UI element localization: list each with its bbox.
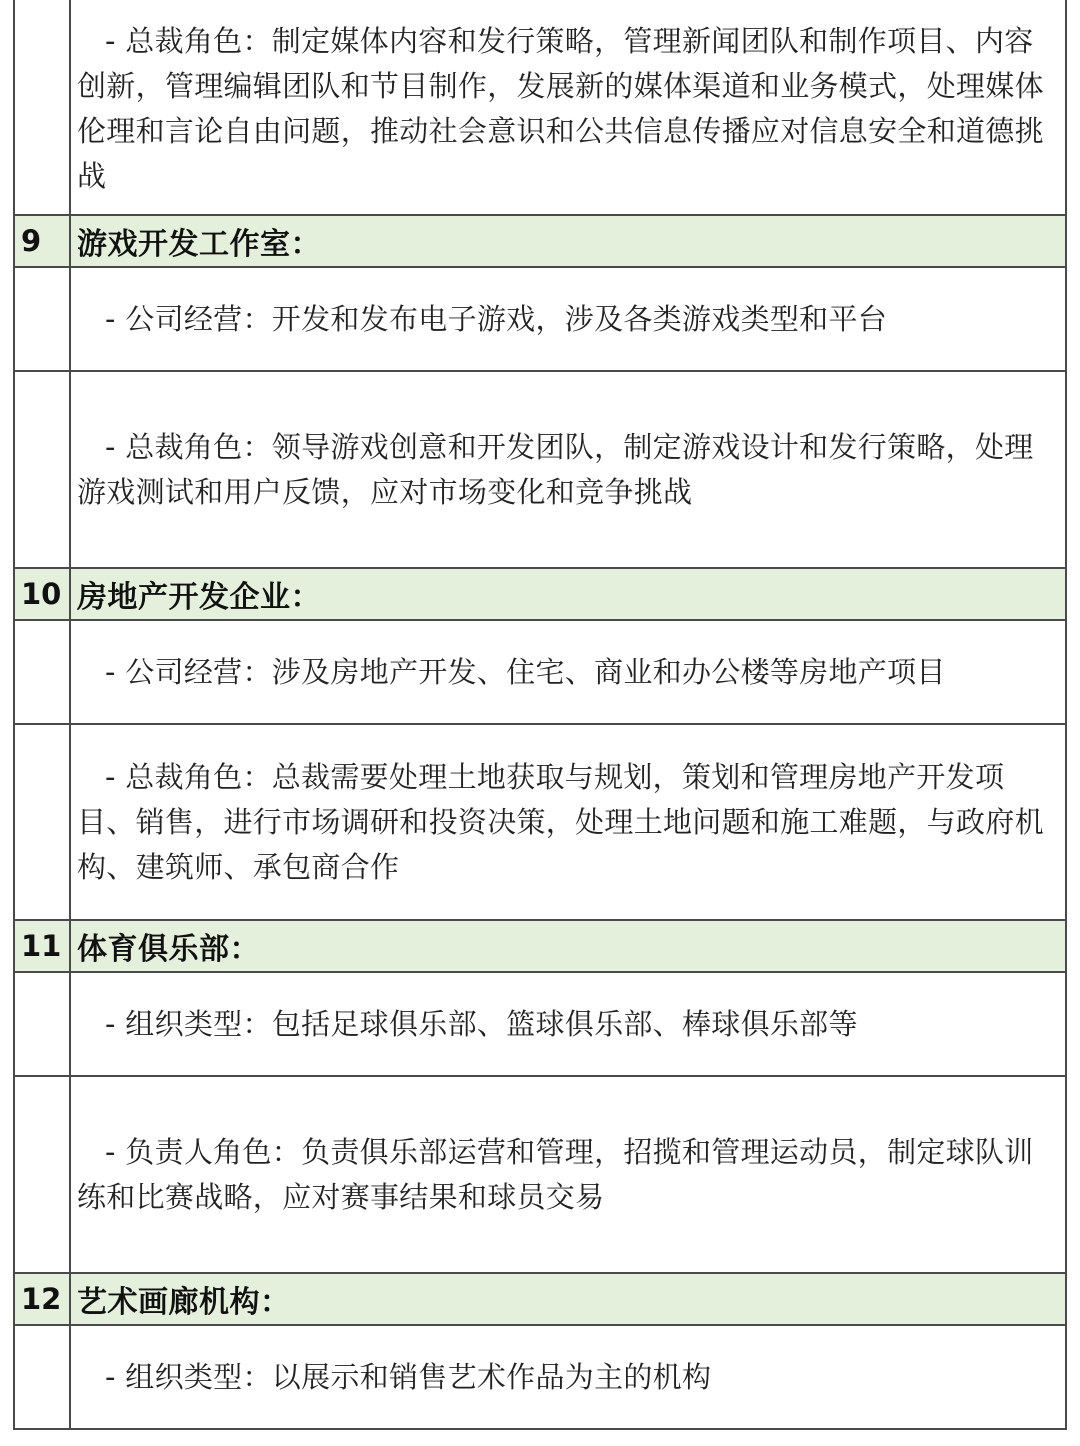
section-number: 11 xyxy=(14,920,70,972)
table-row xyxy=(14,371,1066,568)
row-description xyxy=(70,267,1066,371)
row-number xyxy=(14,972,70,1076)
section-heading-row xyxy=(14,920,1066,972)
row-number xyxy=(14,1076,70,1273)
content-table xyxy=(13,0,1067,1430)
table-row xyxy=(14,972,1066,1076)
section-heading-row xyxy=(14,568,1066,620)
row-description xyxy=(70,1325,1066,1429)
section-number: 12 xyxy=(14,1273,70,1325)
row-number xyxy=(14,724,70,920)
row-description-text: - 公司经营：开发和发布电子游戏，涉及各类游戏类型和平台 xyxy=(105,301,888,336)
row-number xyxy=(14,1325,70,1429)
row-description-text: - 组织类型：包括足球俱乐部、篮球俱乐部、棒球俱乐部等 xyxy=(105,1006,858,1041)
section-heading-row xyxy=(14,1273,1066,1325)
section-number: 9 xyxy=(14,215,70,267)
section-heading-row xyxy=(14,215,1066,267)
section-title: 游戏开发工作室： xyxy=(70,215,1066,267)
row-number xyxy=(14,371,70,568)
row-number xyxy=(14,267,70,371)
section-number: 10 xyxy=(14,568,70,620)
row-description xyxy=(70,972,1066,1076)
row-description xyxy=(70,620,1066,724)
section-title: 艺术画廊机构： xyxy=(70,1273,1066,1325)
row-number xyxy=(14,0,70,215)
table-row xyxy=(14,267,1066,371)
section-title: 体育俱乐部： xyxy=(70,920,1066,972)
row-description xyxy=(70,0,1066,215)
row-description xyxy=(70,724,1066,920)
row-description-text: - 总裁角色：领导游戏创意和开发团队，制定游戏设计和发行策略，处理游戏测试和用户反馈，应对市场变化和竞争挑战 xyxy=(77,429,1034,509)
row-description xyxy=(70,1076,1066,1273)
table-row xyxy=(14,0,1066,215)
section-title: 房地产开发企业： xyxy=(70,568,1066,620)
table-row xyxy=(14,724,1066,920)
row-description xyxy=(70,371,1066,568)
table-row xyxy=(14,1325,1066,1429)
row-description-text: - 负责人角色：负责俱乐部运营和管理，招揽和管理运动员，制定球队训练和比赛战略，应对赛事结果和球员交易 xyxy=(77,1134,1034,1214)
row-number xyxy=(14,620,70,724)
table-row xyxy=(14,1076,1066,1273)
row-description-text: - 组织类型：以展示和销售艺术作品为主的机构 xyxy=(105,1359,712,1394)
row-description-text: - 总裁角色：总裁需要处理土地获取与规划，策划和管理房地产开发项目、销售，进行市场调研和投资决策，处理土地问题和施工难题，与政府机构、建筑师、承包商合作 xyxy=(77,759,1044,884)
table-row xyxy=(14,620,1066,724)
row-description-text: - 公司经营：涉及房地产开发、住宅、商业和办公楼等房地产项目 xyxy=(105,654,946,689)
row-description-text: - 总裁角色：制定媒体内容和发行策略，管理新闻团队和制作项目、内容创新，管理编辑团队和节目制作，发展新的媒体渠道和业务模式，处理媒体伦理和言论自由问题，推动社会意识和公共信息传播应对信息安全和道德挑战 xyxy=(77,24,1044,193)
